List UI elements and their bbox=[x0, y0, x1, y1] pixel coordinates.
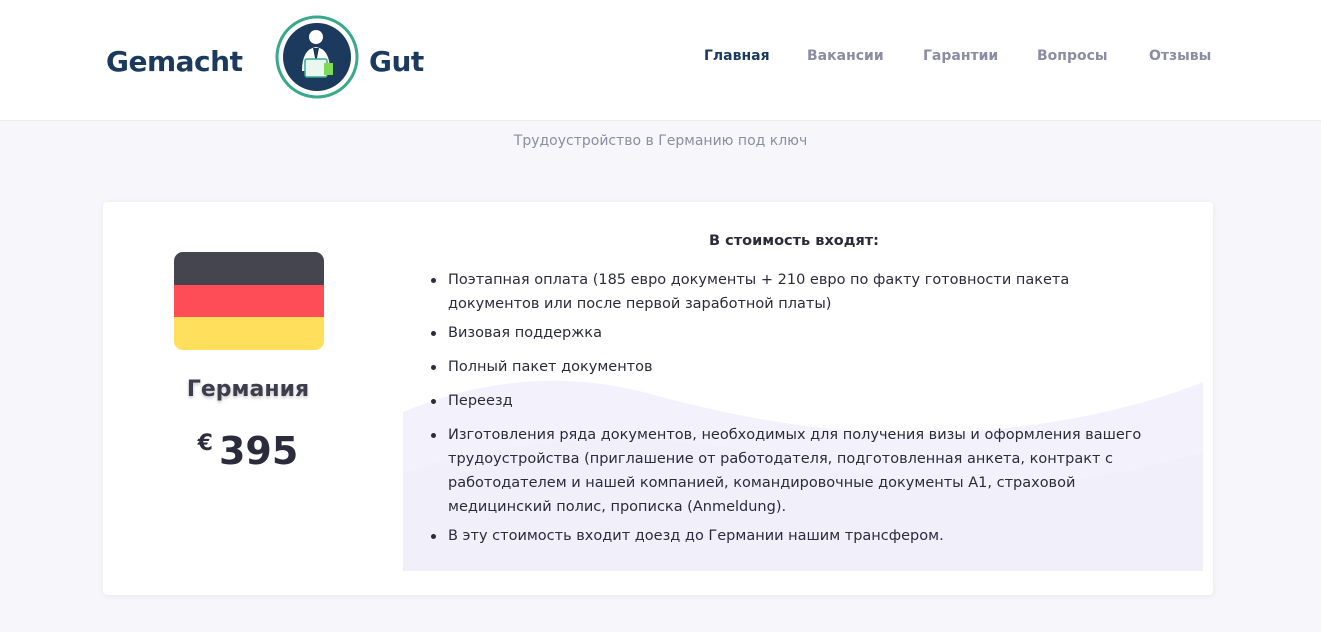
list-item: Полный пакет документов bbox=[429, 355, 1159, 379]
logo-word-gut: Gut bbox=[369, 45, 424, 78]
flag-stripe-gold bbox=[174, 317, 324, 350]
includes-title: В стоимость входят: bbox=[709, 233, 879, 249]
country-name: Германия bbox=[186, 377, 310, 402]
site-header bbox=[0, 0, 1321, 121]
price bbox=[148, 422, 348, 481]
list-item: Визовая поддержка bbox=[429, 321, 1159, 345]
nav-item-guarantees[interactable]: Гарантии bbox=[923, 48, 999, 64]
list-item: Переезд bbox=[429, 389, 1159, 413]
list-item: Поэтапная оплата (185 евро документы + 210 евро по факту готовности пакета документов или после первой заработной платы) bbox=[429, 268, 1159, 316]
nav-item-vacancies[interactable]: Вакансии bbox=[807, 48, 884, 64]
logo-word-gemacht: Gemacht bbox=[106, 45, 243, 78]
flag-stripe-red bbox=[174, 285, 324, 318]
currency-symbol: € bbox=[197, 431, 213, 456]
list-item: Изготовления ряда документов, необходимых для получения визы и оформления вашего трудоустройства (приглашение от работодателя, подготовленная анкета, контракт с работодателем и нашей компанией, командировочные документы А1, страховой медицинский полис, прописка (Anmeldung). bbox=[429, 423, 1159, 519]
nav-item-home[interactable]: Главная bbox=[704, 48, 770, 64]
price-card bbox=[103, 202, 1213, 595]
nav-item-reviews[interactable]: Отзывы bbox=[1149, 48, 1212, 64]
germany-flag-icon bbox=[174, 252, 324, 350]
logo[interactable] bbox=[106, 15, 436, 99]
page-subtitle: Трудоустройство в Германию под ключ bbox=[513, 133, 808, 149]
price-amount: 395 bbox=[218, 429, 299, 473]
includes-list bbox=[429, 268, 1159, 558]
list-item: В эту стоимость входит доезд до Германии нашим трансфером. bbox=[429, 524, 1159, 548]
businessman-emblem-icon bbox=[275, 15, 359, 99]
nav-item-questions[interactable]: Вопросы bbox=[1037, 48, 1108, 64]
flag-stripe-black bbox=[174, 252, 324, 285]
